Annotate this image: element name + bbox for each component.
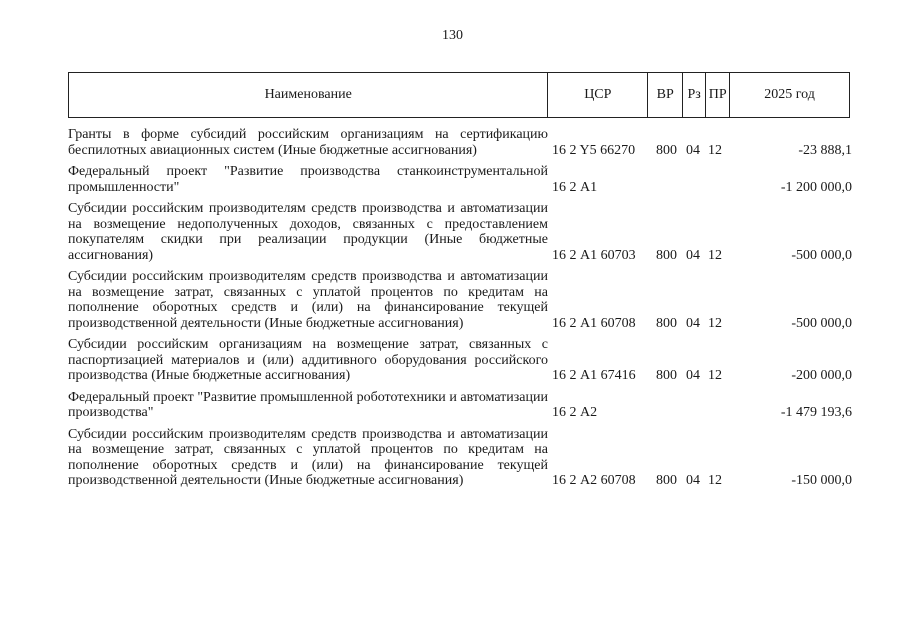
row-csr: 16 2 А2 60708: [552, 473, 636, 488]
row-amount: -1 200 000,0: [780, 179, 852, 195]
page-number: 130: [442, 28, 463, 43]
row-amount: -200 000,0: [791, 368, 852, 383]
table-row: [68, 164, 852, 195]
row-name: Федеральный проект "Развитие производства станкоинструментальной промышленности": [68, 164, 548, 195]
row-pr: 12: [708, 315, 722, 331]
row-name: Субсидии российским производителям средств производства и автоматизации на возмещение затрат, связанных с уплатой процентов по кредитам на пополнение оборотных средств и (или) на финансирование текущей производственной деятельности (Иные бюджетные ассигнования): [68, 269, 548, 331]
table-row: [68, 390, 852, 421]
row-rz: 04: [686, 247, 700, 263]
row-vr: 800: [656, 368, 677, 383]
row-rz: 04: [686, 473, 700, 488]
row-name: Субсидии российским производителям средств производства и автоматизации на возмещение недополученных доходов, связанных с предоставлением покупателям скидки при реализации продукции (Иные бюджетные ассигнования): [68, 201, 548, 263]
row-csr: 16 2 А1 60708: [552, 315, 636, 331]
table-body: [68, 127, 852, 495]
row-vr: 800: [656, 142, 677, 158]
table-header: [68, 72, 850, 118]
row-vr: 800: [656, 473, 677, 488]
row-name: Субсидии российским производителям средств производства и автоматизации на возмещение затрат, связанных с уплатой процентов по кредитам на пополнение оборотных средств и (или) на финансирование текущей производственной деятельности (Иные бюджетные ассигнования): [68, 426, 548, 488]
row-pr: 12: [708, 142, 722, 158]
row-csr: 16 2 А1: [552, 179, 598, 195]
table-row: [68, 269, 852, 331]
row-amount: -500 000,0: [791, 247, 852, 263]
header-pr: ПР: [706, 73, 730, 117]
header-vr: ВР: [648, 73, 683, 117]
header-csr: ЦСР: [548, 73, 648, 117]
table-row: [68, 427, 852, 489]
row-amount: -150 000,0: [791, 473, 852, 488]
row-rz: 04: [686, 142, 700, 158]
row-rz: 04: [686, 315, 700, 331]
row-name: Федеральный проект "Развитие промышленной робототехники и автоматизации производства": [68, 389, 548, 420]
row-name: Субсидии российским организациям на возмещение затрат, связанных с паспортизацией материалов и (или) аддитивного оборудования российского производства (Иные бюджетные ассигнования): [68, 337, 548, 383]
row-csr: 16 2 Y5 66270: [552, 142, 636, 158]
table-row: [68, 337, 852, 384]
row-vr: 800: [656, 247, 677, 263]
row-csr: 16 2 А1 67416: [552, 368, 636, 383]
row-pr: 12: [708, 247, 722, 263]
header-name: Наименование: [69, 73, 548, 117]
row-amount: -500 000,0: [791, 315, 852, 331]
header-rz: Рз: [683, 73, 706, 117]
header-year: 2025 год: [730, 73, 850, 117]
row-csr: 16 2 А2: [552, 405, 598, 420]
table-row: [68, 127, 852, 158]
row-pr: 12: [708, 473, 722, 488]
table-row: [68, 201, 852, 263]
row-vr: 800: [656, 315, 677, 331]
row-rz: 04: [686, 368, 700, 383]
row-pr: 12: [708, 368, 722, 383]
row-amount: -1 479 193,6: [780, 405, 852, 420]
row-amount: -23 888,1: [798, 142, 852, 158]
row-name: Гранты в форме субсидий российским организациям на сертификацию беспилотных авиационных систем (Иные бюджетные ассигнования): [68, 127, 548, 158]
row-csr: 16 2 А1 60703: [552, 247, 636, 263]
